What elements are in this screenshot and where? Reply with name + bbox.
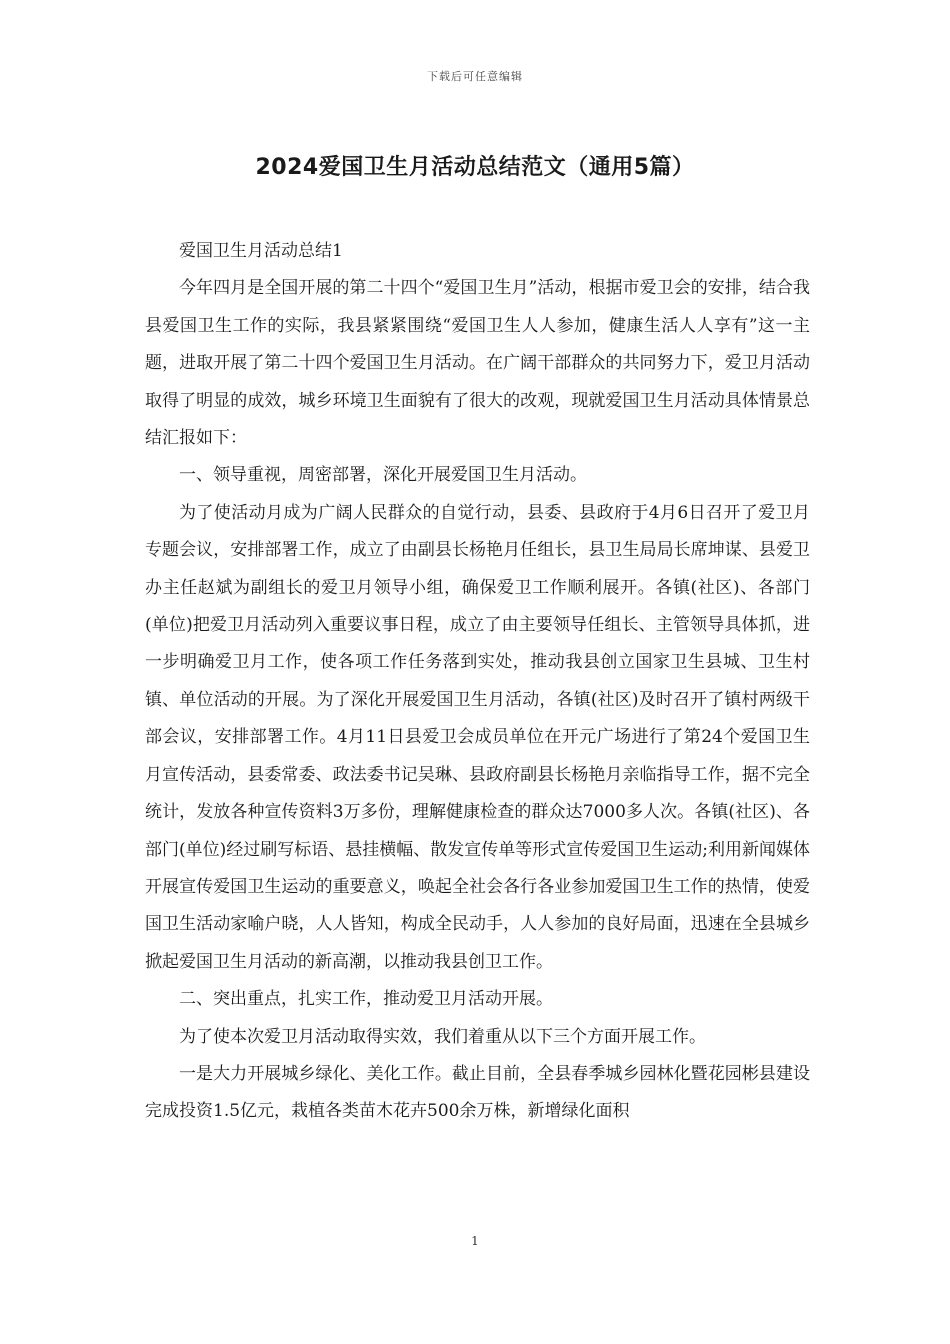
paragraph: 为了使本次爱卫月活动取得实效，我们着重从以下三个方面开展工作。: [179, 1026, 706, 1047]
paragraph: 为了使活动月成为广阔人民群众的自觉行动，县委、县政府于4月6日召开了爱卫月专题会议，安排部署工作，成立了由副县长杨艳月任组长，县卫生局局长席坤谋、县爱卫办主任赵斌为副组长的爱卫月领导小组，确保爱卫工作顺利展开。各镇(社区)、各部门(单位)把爱卫月活动列入重要议事日程，成立了由主要领导任组长、主管领导具体抓，进一步明确爱卫月工作，使各项工作任务落到实处，推动我县创立国家卫生县城、卫生村镇、单位活动的开展。为了深化开展爱国卫生月活动，各镇(社区)及时召开了镇村两级干部会议，安排部署工作。4月11日县爱卫会成员单位在开元广场进行了第24个爱国卫生月宣传活动，县委常委、政法委书记吴琳、县政府副县长杨艳月亲临指导工作，据不完全统计，发放各种宣传资料3万多份，理解健康检查的群众达7000多人次。各镇(社区)、各部门(单位)经过刷写标语、悬挂横幅、散发宣传单等形式宣传爱国卫生运动;利用新闻媒体开展宣传爱国卫生运动的重要意义，唤起全社会各行各业参加爱国卫生工作的热情，使爱国卫生活动家喻户晓，人人皆知，构成全民动手，人人参加的良好局面，迅速在全县城乡掀起爱国卫生月活动的新高潮，以推动我县创卫工作。: [145, 502, 810, 972]
section-heading: 爱国卫生月活动总结1: [179, 241, 343, 261]
document-body: [145, 233, 810, 1131]
page-number: 1: [471, 1234, 479, 1248]
subheading: 一、领导重视，周密部署，深化开展爱国卫生月活动。: [179, 465, 587, 486]
document-title: 2024爱国卫生月活动总结范文（通用5篇）: [255, 155, 695, 180]
paragraph: 一是大力开展城乡绿化、美化工作。截止目前，全县春季城乡园林化暨花园彬县建设完成投资1.5亿元，栽植各类苗木花卉500余万株，新增绿化面积: [145, 1063, 810, 1122]
subheading: 二、突出重点，扎实工作，推动爱卫月活动开展。: [179, 989, 553, 1010]
page-header: 下载后可任意编辑: [427, 70, 523, 83]
paragraph: 今年四月是全国开展的第二十四个“爱国卫生月”活动，根据市爱卫会的安排，结合我县爱国卫生工作的实际，我县紧紧围绕“爱国卫生人人参加，健康生活人人享有”这一主题，进取开展了第二十四个爱国卫生月活动。在广阔干部群众的共同努力下，爱卫月活动取得了明显的成效，城乡环境卫生面貌有了很大的改观，现就爱国卫生月活动具体情景总结汇报如下：: [145, 278, 810, 449]
